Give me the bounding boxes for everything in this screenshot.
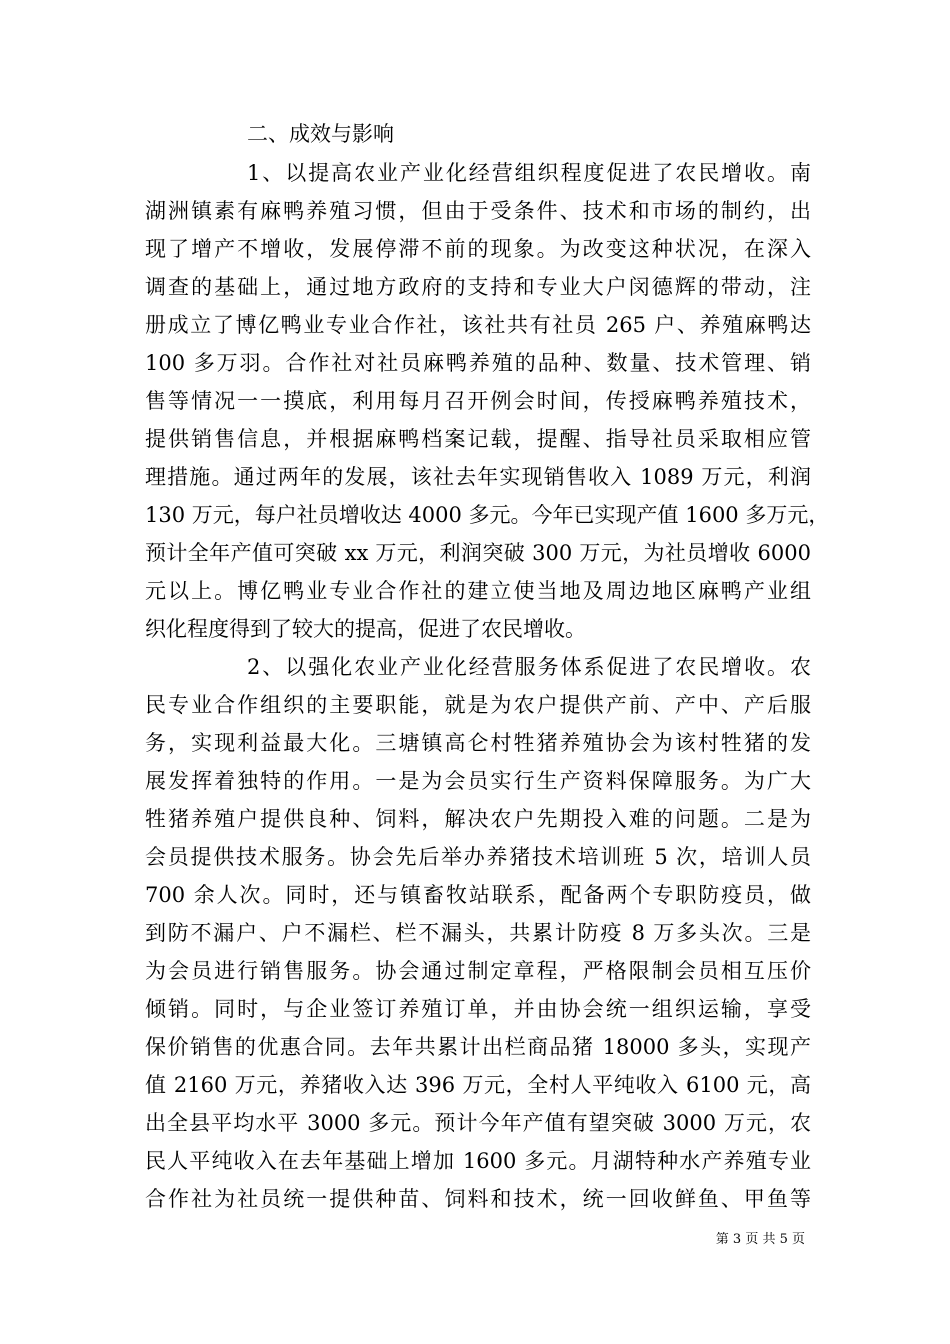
paragraph-1-line-4: 调查的基础上，通过地方政府的支持和专业大户闵德辉的带动，注: [145, 275, 811, 299]
section-heading: 二、成效与影响: [247, 122, 394, 146]
paragraph-2-line-9: 为会员进行销售服务。协会通过制定章程，严格限制会员相互压价: [145, 959, 811, 983]
paragraph-2-line-1: 2、以强化农业产业化经营服务体系促进了农民增收。农: [247, 655, 811, 679]
paragraph-2-line-6: 会员提供技术服务。协会先后举办养猪技术培训班 5 次，培训人员: [145, 845, 811, 869]
paragraph-1-line-13: 织化程度得到了较大的提高，促进了农民增收。: [145, 617, 586, 641]
paragraph-1-line-3: 现了增产不增收，发展停滞不前的现象。为改变这种状况，在深入: [145, 237, 811, 261]
paragraph-1-line-10: 130 万元，每户社员增收达 4000 多元。今年已实现产值 1600 多万元，: [145, 503, 830, 527]
paragraph-1-line-2: 湖洲镇素有麻鸭养殖习惯，但由于受条件、技术和市场的制约，出: [145, 199, 811, 223]
paragraph-1-line-6: 100 多万羽。合作社对社员麻鸭养殖的品种、数量、技术管理、销: [145, 351, 811, 375]
paragraph-2-line-10: 倾销。同时，与企业签订养殖订单，并由协会统一组织运输，享受: [145, 997, 811, 1021]
paragraph-1-line-9: 理措施。通过两年的发展，该社去年实现销售收入 1089 万元，利润: [145, 465, 811, 489]
paragraph-2-line-2: 民专业合作组织的主要职能，就是为农户提供产前、产中、产后服: [145, 693, 811, 717]
paragraph-1-line-1: 1、以提高农业产业化经营组织程度促进了农民增收。南: [247, 161, 811, 185]
paragraph-2-line-12: 值 2160 万元，养猪收入达 396 万元，全村人平纯收入 6100 元，高: [145, 1073, 811, 1097]
paragraph-2-line-7: 700 余人次。同时，还与镇畜牧站联系，配备两个专职防疫员，做: [145, 883, 811, 907]
paragraph-2-line-8: 到防不漏户、户不漏栏、栏不漏头，共累计防疫 8 万多头次。三是: [145, 921, 811, 945]
paragraph-1-line-12: 元以上。博亿鸭业专业合作社的建立使当地及周边地区麻鸭产业组: [145, 579, 811, 603]
paragraph-2-line-4: 展发挥着独特的作用。一是为会员实行生产资料保障服务。为广大: [145, 769, 811, 793]
paragraph-2-line-14: 民人平纯收入在去年基础上增加 1600 多元。月湖特种水产养殖专业: [145, 1149, 811, 1173]
paragraph-1-line-5: 册成立了博亿鸭业专业合作社，该社共有社员 265 户、养殖麻鸭达: [145, 313, 811, 337]
paragraph-1-line-7: 售等情况一一摸底，利用每月召开例会时间，传授麻鸭养殖技术，: [145, 389, 811, 413]
paragraph-1-line-8: 提供销售信息，并根据麻鸭档案记载，提醒、指导社员采取相应管: [145, 427, 811, 451]
paragraph-2-line-15: 合作社为社员统一提供种苗、饲料和技术，统一回收鲜鱼、甲鱼等: [145, 1187, 811, 1211]
paragraph-2-line-11: 保价销售的优惠合同。去年共累计出栏商品猪 18000 多头，实现产: [145, 1035, 811, 1059]
paragraph-2-line-13: 出全县平均水平 3000 多元。预计今年产值有望突破 3000 万元，农: [145, 1111, 811, 1135]
paragraph-2-line-3: 务，实现利益最大化。三塘镇高仑村牲猪养殖协会为该村牲猪的发: [145, 731, 811, 755]
page-number-footer: 第 3 页 共 5 页: [715, 1232, 805, 1247]
paragraph-1-line-11: 预计全年产值可突破 xx 万元，利润突破 300 万元，为社员增收 6000: [145, 541, 811, 565]
paragraph-2-line-5: 牲猪养殖户提供良种、饲料，解决农户先期投入难的问题。二是为: [145, 807, 811, 831]
